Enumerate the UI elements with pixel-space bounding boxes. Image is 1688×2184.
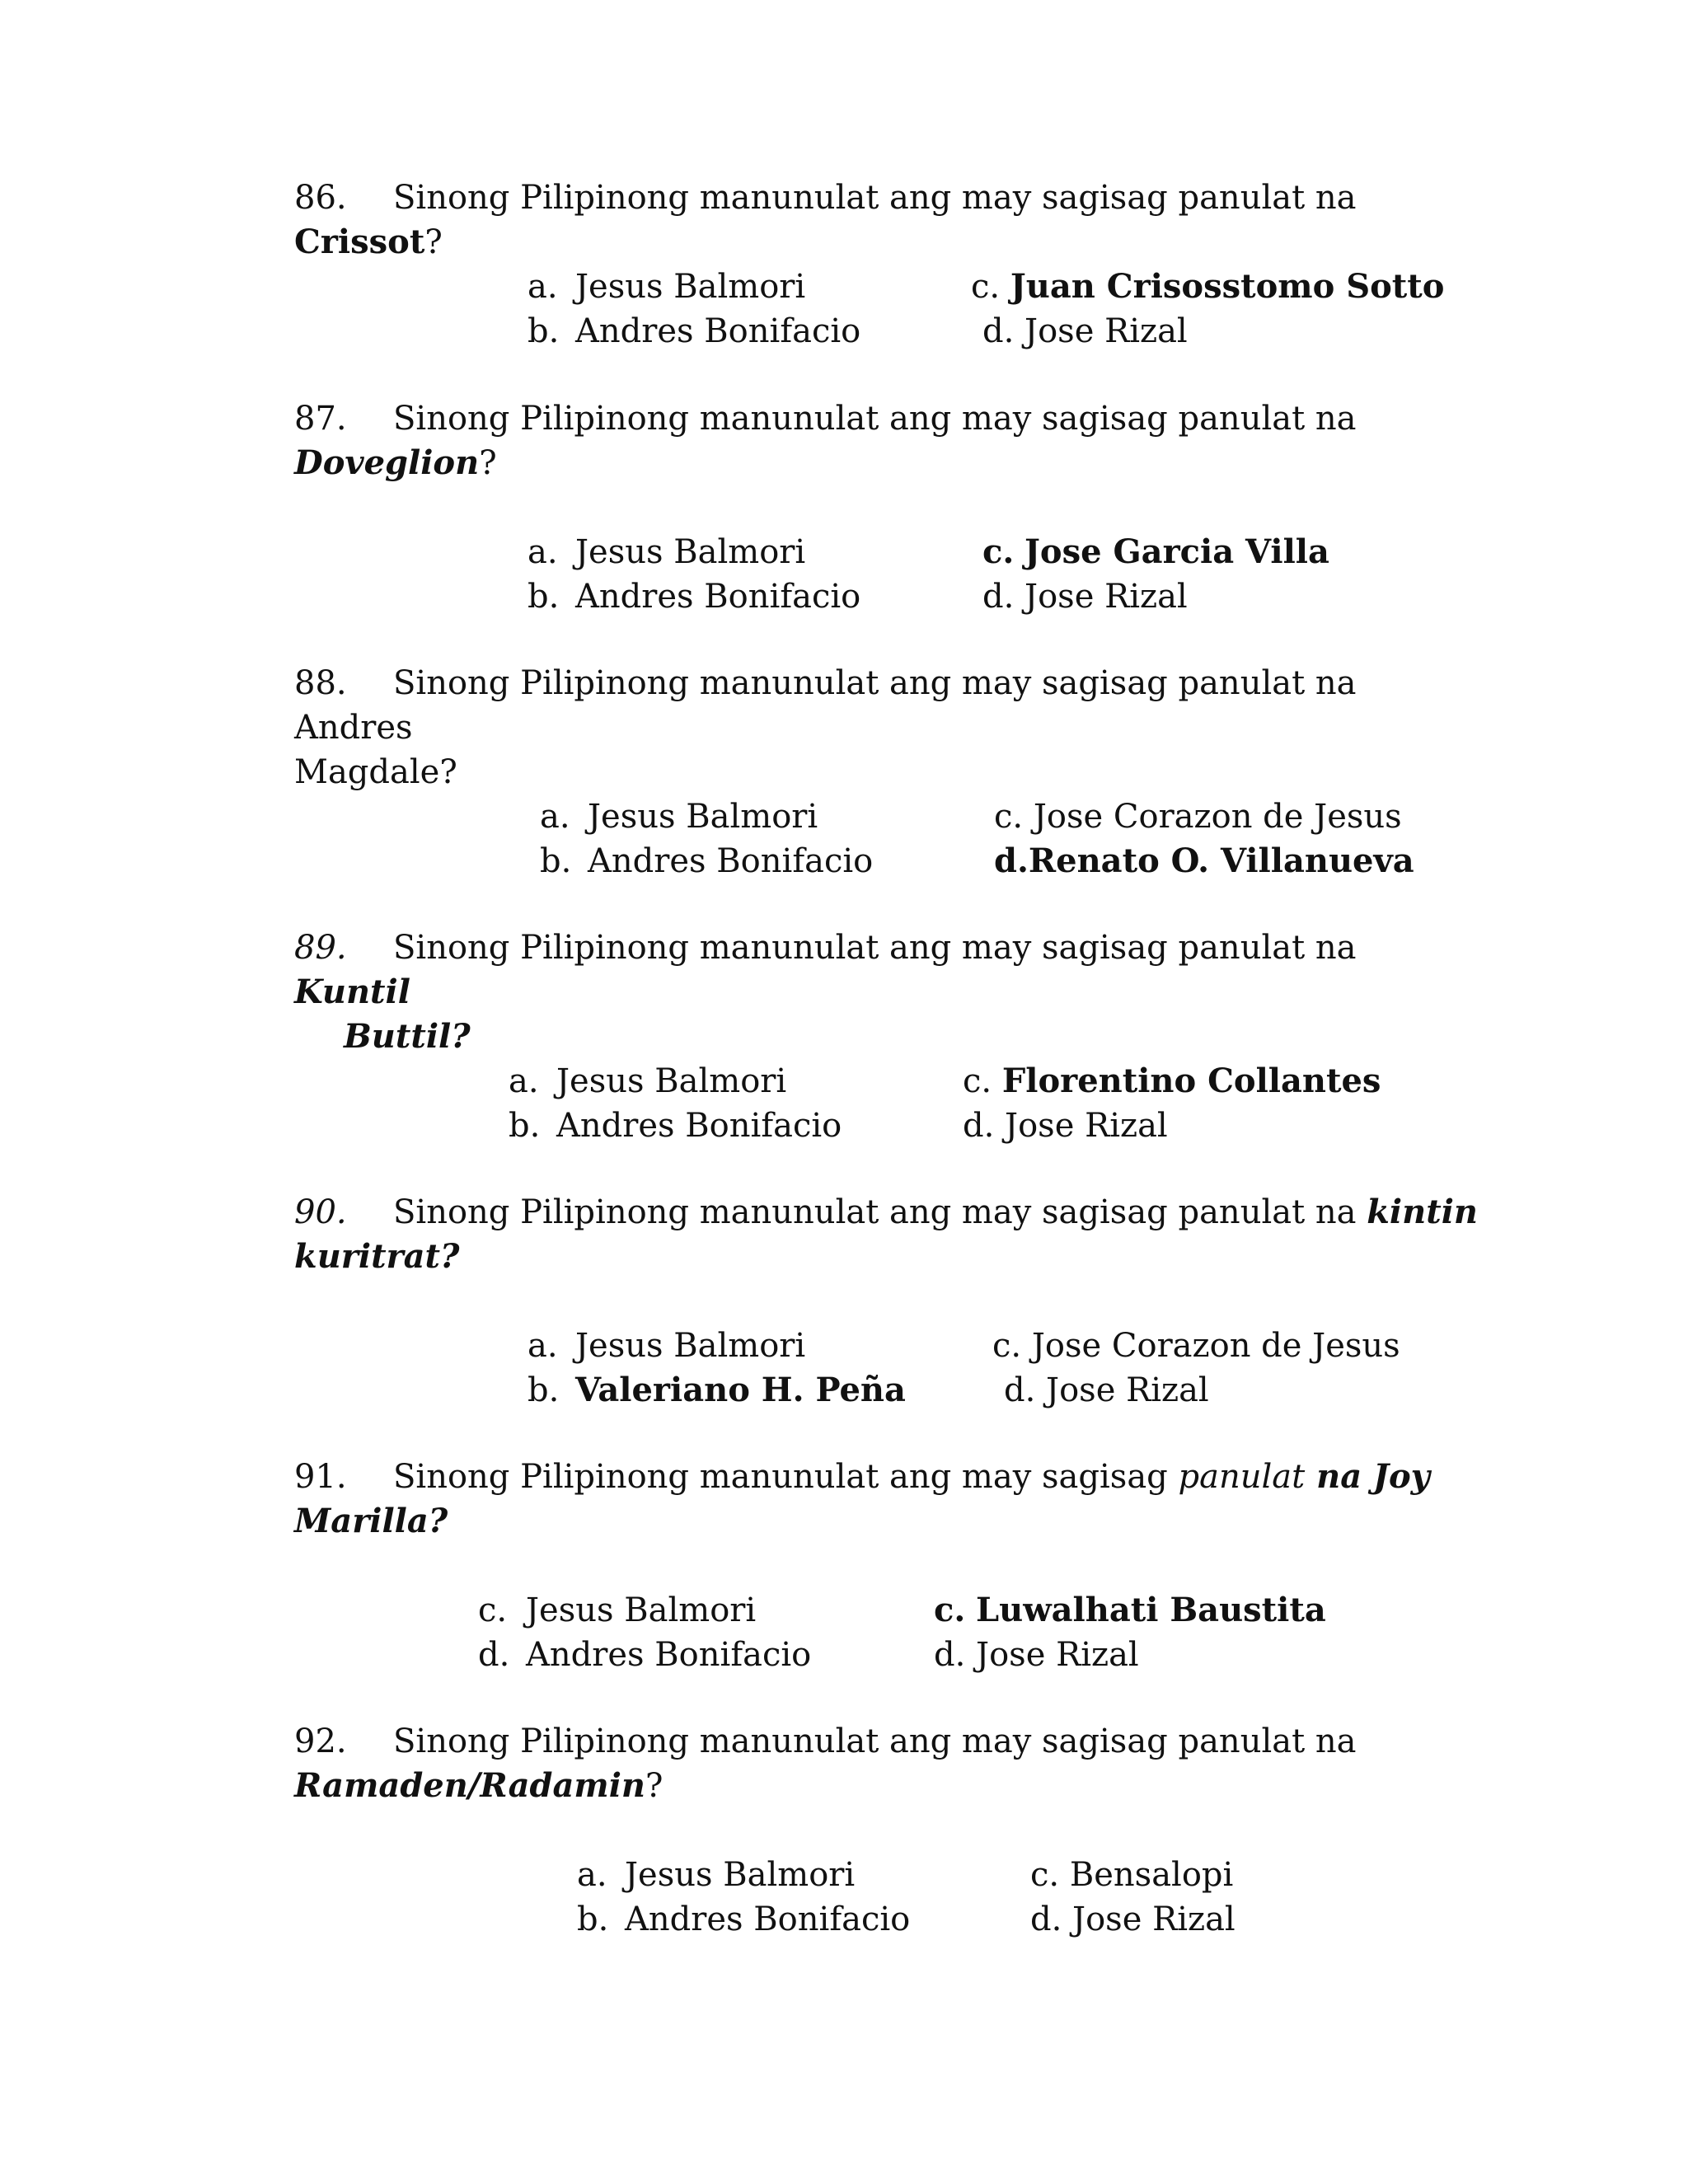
option-letter: c. <box>982 532 1015 571</box>
option-text: Jesus Balmori <box>588 798 818 836</box>
option-text: Jesus Balmori <box>556 1062 787 1100</box>
pen-name: Kuntil <box>294 972 410 1011</box>
option-b <box>540 839 873 883</box>
option-letter: d. <box>934 1636 966 1674</box>
option-letter: b. <box>528 578 560 616</box>
option-letter: a. <box>528 1327 558 1365</box>
option-letter: c. <box>971 268 1001 306</box>
option-letter: c. <box>934 1591 966 1629</box>
question-number: 91. <box>294 1458 347 1496</box>
option-text: Andres Bonifacio <box>575 312 861 350</box>
option-text: Jose Rizal <box>1025 578 1188 616</box>
option-text: Jose Rizal <box>1046 1371 1209 1409</box>
option-a <box>540 794 818 839</box>
option-letter: a. <box>528 533 558 571</box>
option-letter: d. <box>1004 1371 1036 1409</box>
question-88 <box>294 661 1481 794</box>
question-text-line2: Magdale? <box>294 753 457 791</box>
option-letter: b. <box>540 842 572 880</box>
question-text: Sinong Pilipinong manunulat ang may sagisag panulat na <box>393 929 1357 967</box>
option-text: Andres Bonifacio <box>575 578 861 616</box>
option-text: Jose Rizal <box>976 1636 1139 1674</box>
option-b <box>528 574 860 619</box>
pen-name: na Joy <box>1305 1457 1430 1496</box>
option-d <box>982 574 1188 619</box>
option-text: Luwalhati Baustita <box>976 1591 1326 1629</box>
option-letter: c. <box>994 798 1024 836</box>
option-a <box>509 1059 786 1104</box>
question-text: Sinong Pilipinong manunulat ang may sagisag panulat na <box>393 179 1357 217</box>
question-91 <box>294 1455 1481 1544</box>
question-number: 87. <box>294 400 347 438</box>
option-text: Jesus Balmori <box>625 1856 856 1894</box>
option-text: Jesus Balmori <box>526 1591 757 1629</box>
question-text: Sinong Pilipinong manunulat ang may sagisag panulat na <box>393 1722 1357 1760</box>
option-d-first <box>478 1633 811 1677</box>
option-letter: a. <box>528 268 558 306</box>
question-text: Sinong Pilipinong manunulat ang may sagisag panulat na <box>393 1193 1367 1231</box>
option-text: Andres Bonifacio <box>526 1636 812 1674</box>
pen-name: Doveglion <box>294 443 480 482</box>
option-text: Juan Crisosstomo Sotto <box>1010 267 1445 306</box>
option-c <box>1030 1853 1233 1897</box>
option-b <box>528 309 860 354</box>
option-text: Renato O. Villanueva <box>1028 841 1414 880</box>
option-c-answer <box>934 1588 1326 1633</box>
option-a <box>577 1853 855 1897</box>
question-number: 92. <box>294 1722 347 1760</box>
option-text: Bensalopi <box>1069 1856 1234 1894</box>
question-text: Sinong Pilipinong manunulat ang may sagisag <box>393 1458 1179 1496</box>
option-letter: a. <box>540 798 570 836</box>
option-text: Jose Garcia Villa <box>1025 532 1329 571</box>
option-text: Jose Corazon de Jesus <box>1033 798 1402 836</box>
option-text: Florentino Collantes <box>1001 1062 1381 1100</box>
pen-name-cont: kuritrat? <box>294 1237 460 1276</box>
option-a <box>528 530 805 574</box>
option-letter: a. <box>577 1856 607 1894</box>
option-d <box>1030 1897 1236 1942</box>
pen-name: Ramaden/Radamin <box>294 1766 645 1805</box>
option-c-first <box>478 1588 756 1633</box>
option-letter: d. <box>994 841 1029 880</box>
option-c <box>992 1324 1400 1368</box>
option-text: Jose Rizal <box>1072 1900 1236 1938</box>
option-letter: a. <box>509 1062 539 1100</box>
option-letter: c. <box>992 1327 1022 1365</box>
pen-name: Crissot <box>294 223 425 261</box>
question-number: 86. <box>294 179 347 217</box>
question-text: Sinong Pilipinong manunulat ang may sagisag panulat na <box>393 400 1357 438</box>
option-d <box>963 1104 1168 1148</box>
question-92 <box>294 1719 1481 1808</box>
option-letter: d. <box>1030 1900 1062 1938</box>
question-number: 90. <box>294 1193 347 1231</box>
option-text: Valeriano H. Peña <box>575 1371 906 1409</box>
option-text: Jesus Balmori <box>575 268 806 306</box>
question-number: 88. <box>294 664 347 702</box>
question-86 <box>294 176 1481 265</box>
option-text: Jose Rizal <box>1005 1107 1168 1145</box>
question-87 <box>294 396 1481 485</box>
option-letter: c. <box>963 1062 992 1100</box>
question-89 <box>294 926 1481 1059</box>
option-d <box>934 1633 1139 1677</box>
question-suffix: ? <box>645 1767 663 1805</box>
option-text: Andres Bonifacio <box>625 1900 911 1938</box>
option-letter: b. <box>509 1107 541 1145</box>
option-letter: d. <box>982 312 1015 350</box>
option-d <box>1004 1368 1209 1413</box>
option-letter: b. <box>528 1371 560 1409</box>
option-letter: b. <box>577 1900 609 1938</box>
option-c <box>994 794 1402 839</box>
option-letter: c. <box>1030 1856 1060 1894</box>
option-letter: d. <box>963 1107 995 1145</box>
option-text: Jesus Balmori <box>575 533 806 571</box>
option-d <box>982 309 1188 354</box>
option-b-answer <box>528 1368 906 1413</box>
option-text: Jose Rizal <box>1025 312 1188 350</box>
option-letter: d. <box>982 578 1015 616</box>
option-b <box>577 1897 910 1942</box>
option-b <box>509 1104 842 1148</box>
option-text: Jesus Balmori <box>575 1327 806 1365</box>
option-c-answer <box>963 1059 1381 1104</box>
question-suffix: ? <box>424 223 443 261</box>
option-letter: d. <box>478 1636 510 1674</box>
option-c-answer <box>971 265 1444 309</box>
question-number: 89. <box>294 929 347 967</box>
option-text: Andres Bonifacio <box>588 842 874 880</box>
question-90 <box>294 1190 1481 1279</box>
option-letter: c. <box>478 1591 508 1629</box>
option-c-answer <box>982 530 1329 574</box>
question-italic-word: panulat <box>1178 1458 1306 1496</box>
pen-name-cont: Buttil? <box>344 1017 471 1056</box>
pen-name: kintin <box>1367 1193 1478 1231</box>
question-text: Sinong Pilipinong manunulat ang may sagisag panulat na Andres <box>294 664 1357 747</box>
question-suffix: ? <box>479 444 497 482</box>
option-a <box>528 1324 805 1368</box>
pen-name-cont: Marilla? <box>294 1502 448 1540</box>
option-text: Andres Bonifacio <box>556 1107 842 1145</box>
option-text: Jose Corazon de Jesus <box>1031 1327 1400 1365</box>
option-letter: b. <box>528 312 560 350</box>
option-d-answer <box>994 839 1414 883</box>
option-a <box>528 265 805 309</box>
